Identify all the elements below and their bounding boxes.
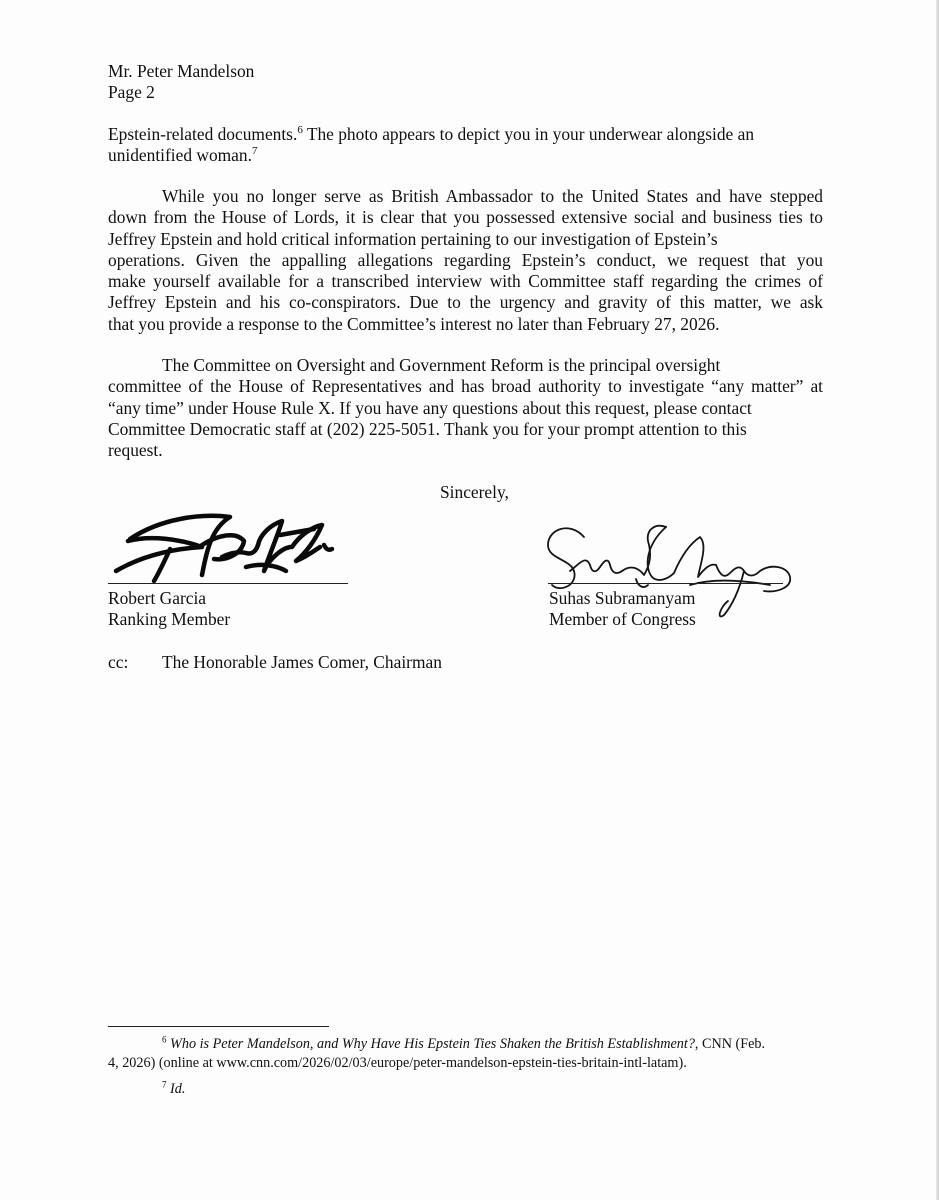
paragraph-request	[108, 186, 823, 335]
footnote-divider	[108, 1026, 329, 1027]
p2-line: that you provide a response to the Committee’s interest no later than February 27, 2026.	[108, 313, 720, 334]
p3-line: request.	[108, 440, 163, 461]
p1-text-c: unidentified woman.	[108, 145, 252, 166]
p3-line: The Committee on Oversight and Government Reform is the principal oversight	[162, 355, 721, 375]
footnote-6	[108, 1035, 823, 1073]
signer-title-subramanyam: Member of Congress	[549, 609, 696, 629]
signature-garcia	[110, 505, 350, 595]
cc-label: cc:	[108, 652, 129, 672]
signer-title-garcia: Ranking Member	[108, 609, 231, 629]
p3-line: committee of the House of Representatives and has broad authority to investigate “any matter” at	[108, 376, 823, 397]
footnote-7-text: Id.	[170, 1081, 186, 1097]
footnote-7	[162, 1080, 185, 1099]
footnote-6-number: 6	[162, 1034, 167, 1045]
closing-salutation: Sincerely,	[440, 482, 509, 502]
footnote-6-line2: 4, 2026) (online at www.cnn.com/2026/02/03/europe/peter-mandelson-epstein-ties-britain-intl-latam).	[108, 1055, 687, 1071]
paragraph-continuation	[108, 124, 823, 167]
cc-recipient: The Honorable James Comer, Chairman	[162, 652, 442, 672]
signature-line-garcia	[108, 583, 348, 584]
p1-text-b: The photo appears to depict you in your underwear alongside an	[302, 124, 755, 144]
footnote-7-number: 7	[162, 1079, 167, 1090]
signature-line-subramanyam	[548, 583, 783, 584]
p2-line: Jeffrey Epstein and his co-conspirators. Due to the urgency and gravity of this matter, we ask	[108, 292, 823, 313]
p2-line: Jeffrey Epstein and hold critical information pertaining to our investigation of Epstein’s	[108, 228, 718, 249]
footnote-ref-7[interactable]: 7	[251, 145, 258, 158]
footnote-6-source: , CNN (Feb.	[694, 1036, 766, 1052]
page-number: Page 2	[108, 82, 155, 102]
p3-line: Committee Democratic staff at (202) 225-5051. Thank you for your prompt attention to this	[108, 418, 747, 439]
signer-name-garcia: Robert Garcia	[108, 588, 207, 608]
footnote-6-title: Who is Peter Mandelson, and Why Have His Epstein Ties Shaken the British Establishment?	[170, 1036, 695, 1052]
footnote-ref-6[interactable]: 6	[297, 124, 303, 137]
p2-line: down from the House of Lords, it is clear that you possessed extensive social and business ties to	[108, 207, 823, 228]
signer-name-subramanyam: Suhas Subramanyam	[549, 588, 696, 608]
p2-line: make yourself available for a transcribed interview with Committee staff regarding the crimes of	[108, 271, 823, 292]
p1-text-a: Epstein-related documents.	[108, 124, 298, 144]
p2-line: While you no longer serve as British Ambassador to the United States and have stepped	[162, 186, 823, 206]
p3-line: “any time” under House Rule X. If you have any questions about this request, please contact	[108, 397, 752, 418]
p2-line: operations. Given the appalling allegations regarding Epstein’s conduct, we request that you	[108, 249, 823, 270]
recipient-header: Mr. Peter Mandelson	[108, 61, 255, 81]
paragraph-authority	[108, 355, 823, 461]
